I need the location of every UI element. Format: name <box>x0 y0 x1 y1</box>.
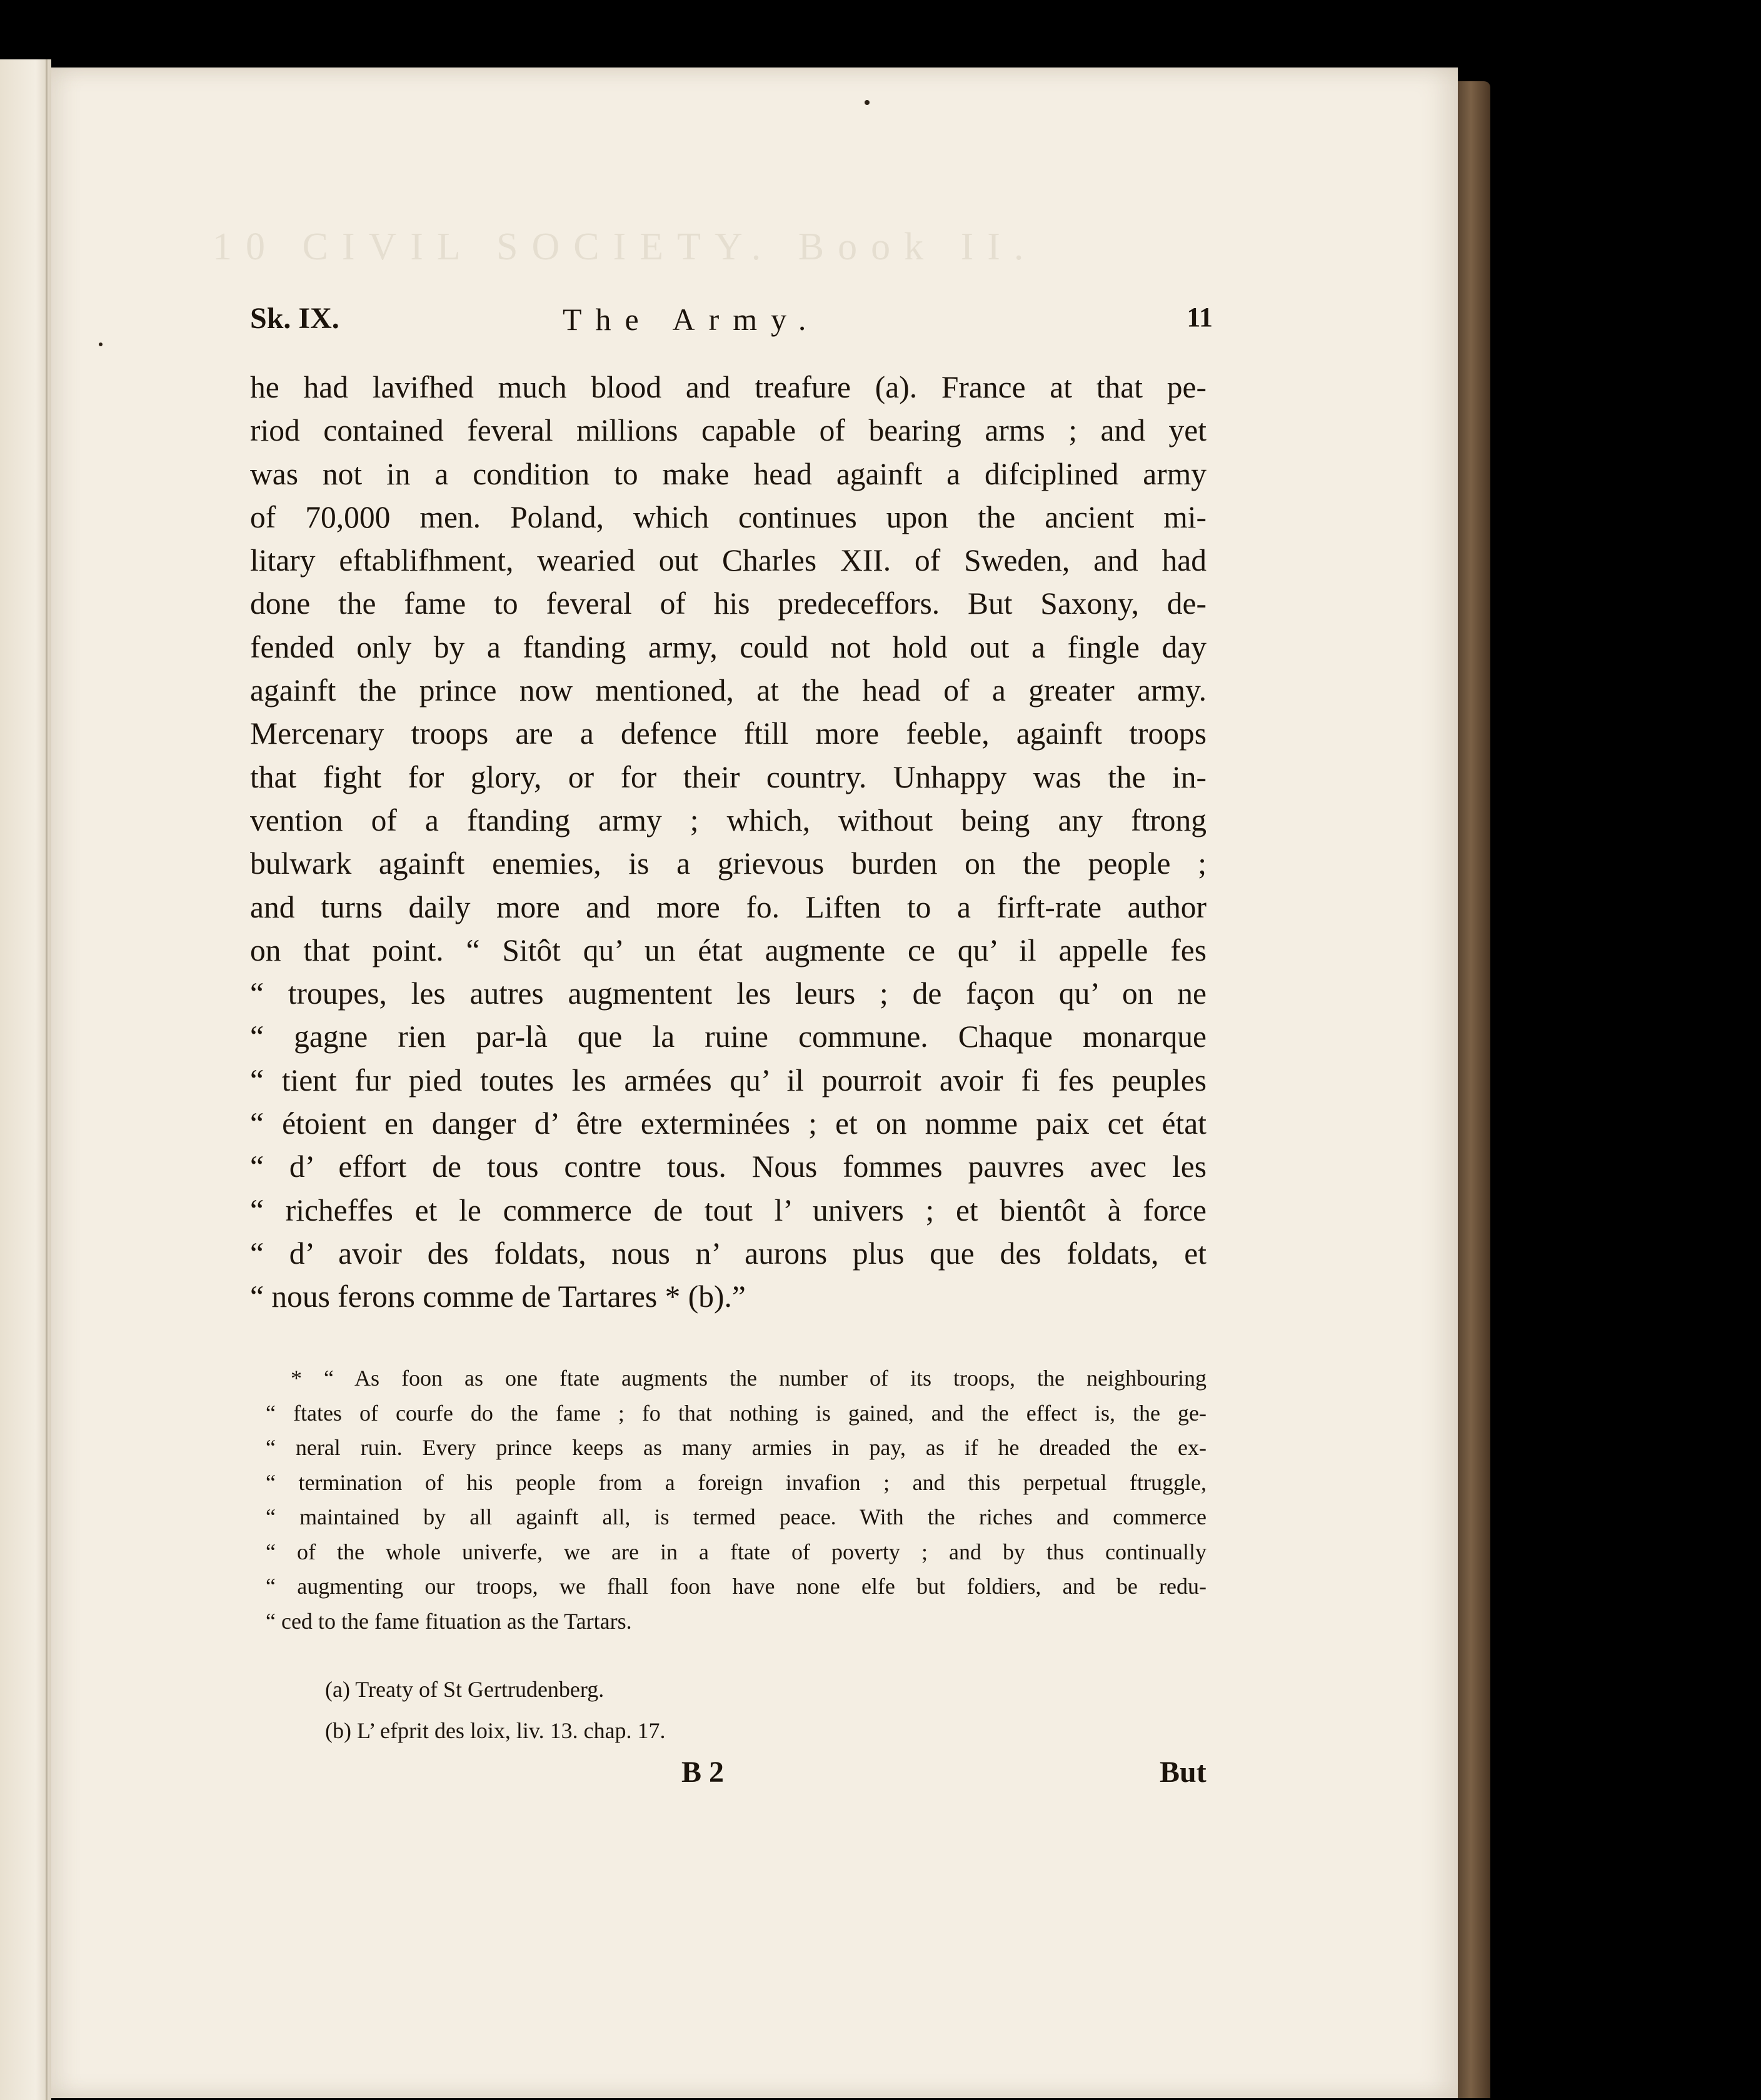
text-line: “ troupes, les autres augmentent les leurs ; de façon qu’ on ne <box>250 976 1207 1011</box>
running-header <box>250 301 1213 342</box>
footnote-line: “ maintained by all againft all, is termed peace. With the riches and commerce <box>266 1504 1207 1529</box>
book-cover-edge <box>1458 81 1490 2098</box>
catchword: But <box>1160 1756 1207 1789</box>
note-a: (a) Treaty of St Gertrudenberg. <box>325 1677 605 1702</box>
text-line: he had lavifhed much blood and treafure (a). France at that pe- <box>250 370 1207 404</box>
text-line: riod contained feveral millions capable of bearing arms ; and yet <box>250 413 1207 448</box>
text-line: againft the prince now mentioned, at the head of a greater army. <box>250 673 1207 708</box>
ink-speck <box>865 100 870 105</box>
text-line: of 70,000 men. Poland, which continues upon the ancient mi- <box>250 499 1207 534</box>
footnote-line: “ augmenting our troops, we fhall foon have none elfe but foldiers, and be redu- <box>266 1574 1207 1599</box>
text-line: that fight for glory, or for their country. Unhappy was the in- <box>250 759 1207 794</box>
footnote-line: “ termination of his people from a foreign invafion ; and this perpetual ftruggle, <box>266 1469 1207 1495</box>
bleed-through-header: 10 CIVIL SOCIETY. Book II. <box>213 226 1038 268</box>
footnote-line: “ of the whole univerfe, we are in a ftate of poverty ; and by thus continually <box>266 1539 1207 1564</box>
text-line: was not in a condition to make head againft a difciplined army <box>250 456 1207 491</box>
signature-mark: B 2 <box>681 1756 725 1789</box>
text-line: “ étoient en danger d’ être exterminées ; et on nomme paix cet état <box>250 1106 1207 1141</box>
text-line: and turns daily more and more fo. Liften to a firft-rate author <box>250 889 1207 924</box>
note-b: (b) L’ efprit des loix, liv. 13. chap. 17. <box>325 1718 666 1743</box>
text-line: litary eftablifhment, wearied out Charles XII. of Sweden, and had <box>250 543 1207 578</box>
text-line: done the fame to feveral of his predeceffors. But Saxony, de- <box>250 586 1207 621</box>
main-text <box>250 366 1207 1319</box>
text-line: “ gagne rien par-là que la ruine commune. Chaque monarque <box>250 1019 1207 1054</box>
text-line: on that point. “ Sitôt qu’ un état augmente ce qu’ il appelle fes <box>250 932 1207 968</box>
running-title: The Army. <box>563 302 820 337</box>
page-number: 11 <box>1187 302 1213 332</box>
text-line: bulwark againft enemies, is a grievous burden on the people ; <box>250 846 1207 881</box>
text-line: “ nous ferons comme de Tartares * (b).” <box>250 1279 746 1314</box>
ink-speck <box>99 342 103 346</box>
footnote-line: “ neral ruin. Every prince keeps as many armies in pay, as if he dreaded the ex- <box>266 1435 1207 1460</box>
text-line: fended only by a ftanding army, could not hold out a fingle day <box>250 629 1207 664</box>
text-line: “ d’ avoir des foldats, nous n’ aurons plus que des foldats, et <box>250 1236 1207 1271</box>
text-line: vention of a ftanding army ; which, without being any ftrong <box>250 802 1207 838</box>
text-line: “ richeffes et le commerce de tout l’ univers ; et bientôt à force <box>250 1192 1207 1228</box>
reference-notes <box>325 1669 1075 1751</box>
footnote-line: “ ced to the fame fituation as the Tartars. <box>266 1608 632 1634</box>
footnote-line: “ ftates of courfe do the fame ; fo that nothing is gained, and the effect is, the ge- <box>266 1400 1207 1426</box>
text-line: Mercenary troops are a defence ftill more feeble, againft troops <box>250 716 1207 751</box>
text-line: “ d’ effort de tous contre tous. Nous fommes pauvres avec les <box>250 1149 1207 1184</box>
translation-footnote <box>266 1361 1207 1639</box>
section-label: Sk. IX. <box>250 302 339 335</box>
footnote-line: * “ As foon as one ftate augments the number of its troops, the neighbouring <box>291 1366 1207 1391</box>
text-line: “ tient fur pied toutes les armées qu’ il pourroit avoir fi fes peuples <box>250 1062 1207 1098</box>
left-page-edge <box>0 59 51 2100</box>
